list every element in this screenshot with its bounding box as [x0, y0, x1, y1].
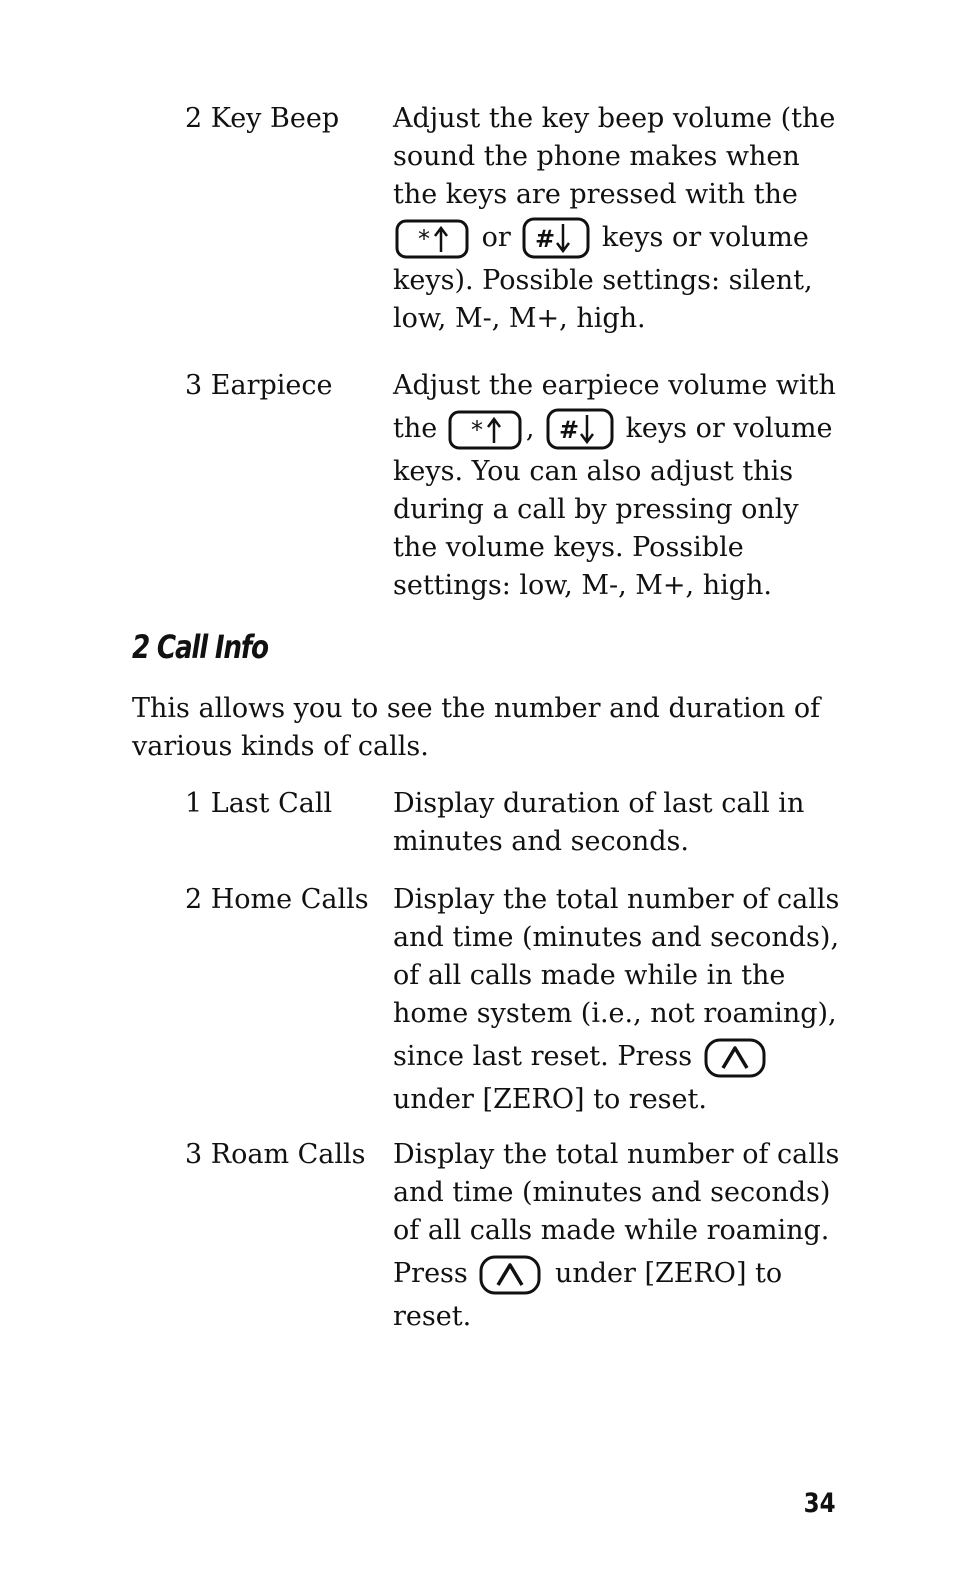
description-line: Adjust the key beep volume (the [393, 103, 836, 134]
description-line: low, M-, M+, high. [393, 303, 646, 334]
section-intro [132, 690, 852, 766]
star-up-arrow-key-icon [395, 218, 471, 260]
entry-description [393, 785, 853, 861]
intro-line: This allows you to see the number and duration of [132, 693, 821, 724]
svg-text:*: * [470, 415, 483, 444]
description-line: the keys are pressed with the [393, 179, 798, 210]
svg-text:*: * [418, 224, 430, 253]
description-key-line [393, 405, 853, 453]
section-heading: 2 Call Info [132, 628, 268, 666]
intro-line: various kinds of calls. [132, 731, 429, 762]
description-line: keys). Possible settings: silent, [393, 265, 813, 296]
key-line-text: Press [393, 1258, 477, 1289]
entry-description [393, 1136, 853, 1336]
description-line: Display the total number of calls [393, 884, 840, 915]
page-number: 34 [804, 1488, 836, 1519]
key-line-text: keys or volume [593, 222, 809, 253]
svg-text:#: # [558, 415, 580, 444]
description-line: of all calls made while in the [393, 960, 786, 991]
key-separator: , [525, 413, 543, 444]
description-line: and time (minutes and seconds) [393, 1177, 831, 1208]
up-soft-key-icon [703, 1037, 769, 1079]
entry-description [393, 367, 853, 605]
key-line-text: the [393, 413, 446, 444]
description-line: during a call by pressing only [393, 494, 799, 525]
entry-label: 1 Last Call [185, 788, 333, 819]
description-line: Display the total number of calls [393, 1139, 840, 1170]
entry-label: 3 Earpiece [185, 370, 333, 401]
description-line: sound the phone makes when [393, 141, 800, 172]
entry-description [393, 100, 853, 338]
entry-label: 2 Home Calls [185, 884, 369, 915]
up-soft-key-icon [478, 1254, 544, 1296]
description-key-line [393, 1033, 853, 1081]
description-key-line [393, 1250, 853, 1298]
description-line: reset. [393, 1301, 472, 1332]
svg-text:#: # [535, 224, 556, 253]
entry-label: 3 Roam Calls [185, 1139, 366, 1170]
key-line-text: since last reset. Press [393, 1041, 701, 1072]
description-line: of all calls made while roaming. [393, 1215, 830, 1246]
description-line: home system (i.e., not roaming), [393, 998, 837, 1029]
hash-down-arrow-key-icon [521, 216, 591, 262]
hash-down-arrow-key-icon [545, 407, 615, 453]
description-line: settings: low, M-, M+, high. [393, 570, 772, 601]
description-line: and time (minutes and seconds), [393, 922, 840, 953]
key-separator: or [473, 222, 520, 253]
description-line: under [ZERO] to reset. [393, 1084, 707, 1115]
description-line: minutes and seconds. [393, 826, 689, 857]
description-line: the volume keys. Possible [393, 532, 744, 563]
description-line: Adjust the earpiece volume with [393, 370, 836, 401]
description-line: keys. You can also adjust this [393, 456, 794, 487]
entry-label: 2 Key Beep [185, 103, 340, 134]
entry-description [393, 881, 853, 1119]
description-key-line [393, 214, 853, 262]
description-line: Display duration of last call in [393, 788, 805, 819]
star-up-arrow-key-icon [448, 409, 524, 451]
key-line-text: under [ZERO] to [546, 1258, 783, 1289]
key-line-text: keys or volume [616, 413, 833, 444]
